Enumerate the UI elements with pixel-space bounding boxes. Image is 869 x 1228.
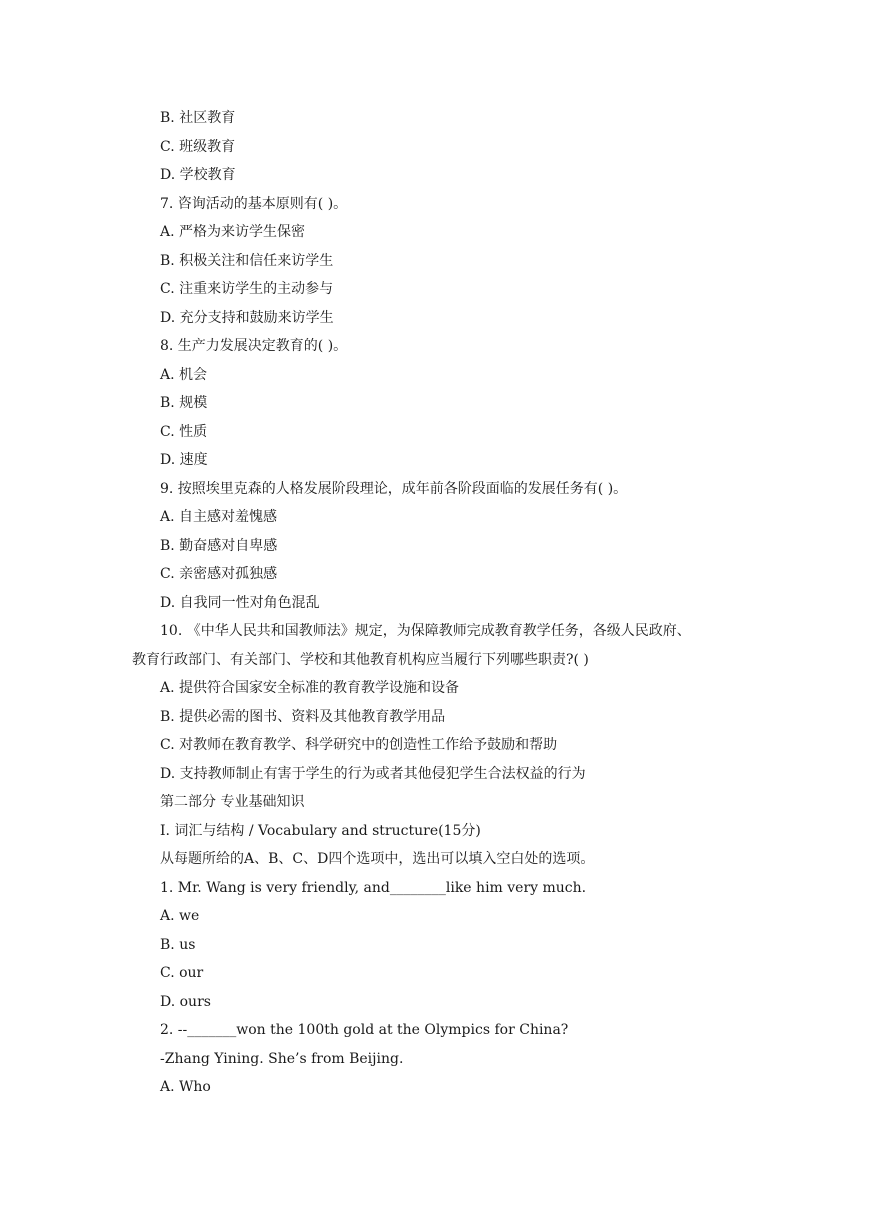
- text-line: D. 支持教师制止有害于学生的行为或者其他侵犯学生合法权益的行为: [160, 765, 586, 782]
- text-line: C. 对教师在教育教学、科学研究中的创造性工作给予鼓励和帮助: [160, 737, 558, 753]
- text-line: I. 词汇与结构 / Vocabulary and structure(15分): [160, 822, 481, 839]
- text-line: B. 勤奋感对自卑感: [160, 537, 278, 554]
- text-line: A. 自主感对羞愧感: [160, 509, 278, 525]
- text-line: D. 速度: [160, 452, 208, 468]
- text-line: B. us: [160, 936, 196, 953]
- text-line: 9. 按照埃里克森的人格发展阶段理论，成年前各阶段面临的发展任务有( )。: [160, 480, 628, 497]
- text-line: B. 社区教育: [160, 110, 236, 126]
- text-line: A. 提供符合国家安全标准的教育教学设施和设备: [160, 680, 460, 696]
- text-line: A. 机会: [160, 366, 208, 383]
- text-line: D. 充分支持和鼓励来访学生: [160, 309, 334, 326]
- text-line: D. 学校教育: [160, 167, 236, 183]
- text-line: 从每题所给的A、B、C、D四个选项中，选出可以填入空白处的选项。: [160, 851, 595, 867]
- document-body: [132, 104, 772, 1102]
- text-line: A. we: [160, 908, 200, 924]
- text-line: 第二部分 专业基础知识: [160, 794, 305, 810]
- text-line: C. our: [160, 965, 204, 981]
- text-line: B. 规模: [160, 395, 208, 411]
- text-line: A. Who: [160, 1079, 211, 1095]
- text-line: 8. 生产力发展决定教育的( )。: [160, 338, 348, 354]
- text-line: B. 积极关注和信任来访学生: [160, 252, 334, 269]
- text-line: C. 注重来访学生的主动参与: [160, 281, 334, 297]
- text-line: 7. 咨询活动的基本原则有( )。: [160, 195, 348, 212]
- text-line: -Zhang Yining. She’s from Beijing.: [160, 1050, 404, 1067]
- text-line: 教育行政部门、有关部门、学校和其他教育机构应当履行下列哪些职责?( ): [132, 651, 589, 668]
- text-line: 2. --_______won the 100th gold at the Olympics for China?: [160, 1022, 569, 1038]
- text-line: B. 提供必需的图书、资料及其他教育教学用品: [160, 708, 446, 725]
- text-line: 10. 《中华人民共和国教师法》规定，为保障教师完成教育教学任务，各级人民政府、: [160, 623, 691, 639]
- text-line: D. ours: [160, 993, 211, 1010]
- text-line: C. 亲密感对孤独感: [160, 566, 278, 582]
- text-line: D. 自我同一性对角色混乱: [160, 594, 320, 611]
- text-line: C. 性质: [160, 423, 208, 440]
- text-line: 1. Mr. Wang is very friendly, and________like him very much.: [160, 879, 587, 896]
- text-line: A. 严格为来访学生保密: [160, 224, 306, 240]
- text-line: C. 班级教育: [160, 138, 236, 155]
